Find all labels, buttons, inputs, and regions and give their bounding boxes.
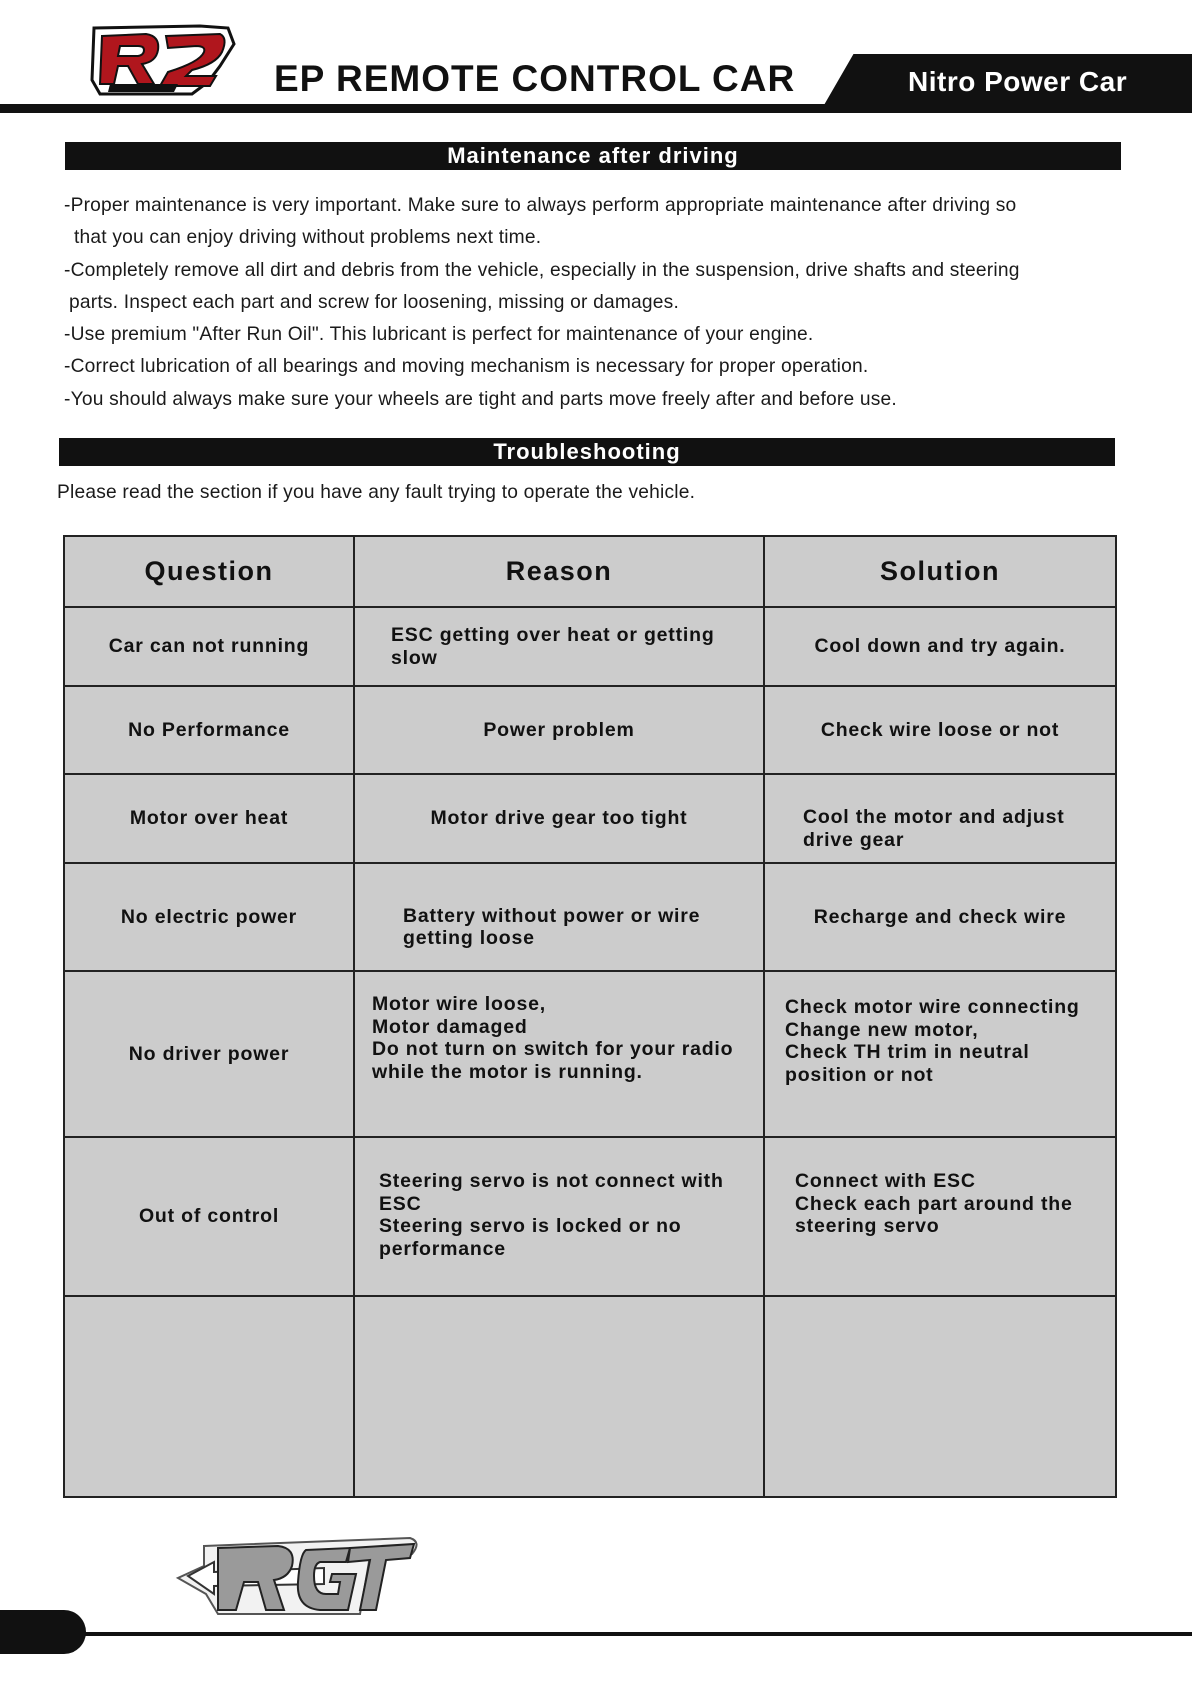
- solution-cell: [764, 1137, 1116, 1296]
- question-cell: [64, 1296, 354, 1497]
- maintenance-list: [64, 190, 1144, 416]
- reason-line: ESC getting over heat or getting: [391, 624, 715, 646]
- footer-rule: [0, 1632, 1192, 1636]
- troubleshooting-intro: Please read the section if you have any fault trying to operate the vehicle.: [57, 482, 696, 503]
- solution-line: position or not: [785, 1063, 934, 1086]
- question-cell: [64, 863, 354, 971]
- reason-line: Steering servo is not connect with: [379, 1170, 724, 1192]
- table-row: [64, 774, 1116, 863]
- reason-line: while the motor is running.: [372, 1060, 643, 1083]
- troubleshooting-table: [63, 535, 1117, 1498]
- maintenance-line: that you can enjoy driving without problems next time.: [74, 227, 542, 249]
- solution-line: Check wire loose or not: [820, 718, 1060, 741]
- solution-cell: [764, 863, 1116, 971]
- reason-cell: [354, 863, 764, 971]
- reason-line: Battery without power or wire: [403, 904, 701, 927]
- reason-cell: [354, 774, 764, 863]
- question-text: Motor over heat: [129, 807, 289, 830]
- table-row: [64, 1137, 1116, 1296]
- maintenance-line: -You should always make sure your wheels are tight and parts move freely after and before use.: [64, 388, 897, 410]
- reason-line: Motor damaged: [372, 1015, 528, 1038]
- reason-line: performance: [379, 1237, 506, 1260]
- question-text: Car can not running: [108, 635, 310, 658]
- table-header-row: [64, 536, 1116, 607]
- column-header-question: Question: [64, 536, 354, 607]
- question-cell: [64, 607, 354, 686]
- table-row: [64, 863, 1116, 971]
- column-header-solution: Solution: [764, 536, 1116, 607]
- table-row: [64, 971, 1116, 1137]
- reason-cell: [354, 971, 764, 1137]
- reason-line: Steering servo is locked or no: [379, 1215, 682, 1237]
- solution-cell: [764, 774, 1116, 863]
- column-header-reason: Reason: [354, 536, 764, 607]
- solution-cell: [764, 1296, 1116, 1497]
- solution-cell: [764, 686, 1116, 774]
- document-title: EP REMOTE CONTROL CAR: [274, 58, 796, 99]
- reason-line: Motor wire loose,: [372, 993, 546, 1015]
- page-number-tab: [0, 1610, 86, 1654]
- reason-cell: [354, 1296, 764, 1497]
- solution-line: Check TH trim in neutral: [785, 1041, 1030, 1063]
- reason-line: Do not turn on switch for your radio: [372, 1038, 734, 1060]
- question-cell: [64, 686, 354, 774]
- header-rule: [0, 104, 1192, 113]
- maintenance-heading: Maintenance after driving: [65, 142, 1121, 170]
- reason-line: slow: [391, 646, 438, 669]
- solution-line: Connect with ESC: [795, 1170, 976, 1192]
- maintenance-line: -Completely remove all dirt and debris from the vehicle, especially in the suspension, drive shafts and steering: [64, 259, 1020, 281]
- solution-line: Recharge and check wire: [813, 905, 1067, 928]
- reason-line: ESC: [379, 1192, 422, 1215]
- reason-cell: [354, 607, 764, 686]
- question-text: Out of control: [138, 1205, 280, 1228]
- table-row: [64, 686, 1116, 774]
- solution-cell: [764, 607, 1116, 686]
- solution-cell: [764, 971, 1116, 1137]
- solution-line: Check motor wire connecting: [785, 996, 1080, 1018]
- solution-line: Change new motor,: [785, 1018, 979, 1041]
- rgt-logo: [174, 1532, 424, 1620]
- reason-line: getting loose: [403, 927, 535, 949]
- solution-line: drive gear: [803, 828, 905, 851]
- question-text: No driver power: [128, 1042, 290, 1065]
- solution-line: Cool the motor and adjust: [803, 806, 1065, 828]
- question-text: No Performance: [128, 718, 290, 741]
- maintenance-line: -Correct lubrication of all bearings and moving mechanism is necessary for proper operation.: [64, 356, 869, 378]
- solution-line: Check each part around the: [795, 1192, 1073, 1215]
- solution-line: Cool down and try again.: [814, 635, 1066, 658]
- reason-line: Motor drive gear too tight: [430, 807, 688, 830]
- reason-line: Power problem: [483, 718, 635, 741]
- question-cell: [64, 971, 354, 1137]
- question-cell: [64, 774, 354, 863]
- header-tab-label: Nitro Power Car: [908, 66, 1128, 97]
- question-cell: [64, 1137, 354, 1296]
- maintenance-line: -Use premium "After Run Oil". This lubricant is perfect for maintenance of your engine.: [64, 324, 814, 346]
- r2-gt-logo: [88, 22, 236, 98]
- solution-line: steering servo: [795, 1215, 940, 1237]
- maintenance-line: -Proper maintenance is very important. Make sure to always perform appropriate maintenance after driving so: [64, 195, 1017, 216]
- table-row-empty: [64, 1296, 1116, 1497]
- maintenance-line: parts. Inspect each part and screw for loosening, missing or damages.: [69, 291, 679, 313]
- reason-cell: [354, 686, 764, 774]
- table-row: [64, 607, 1116, 686]
- troubleshooting-heading: Troubleshooting: [59, 438, 1115, 466]
- question-text: No electric power: [120, 905, 298, 928]
- reason-cell: [354, 1137, 764, 1296]
